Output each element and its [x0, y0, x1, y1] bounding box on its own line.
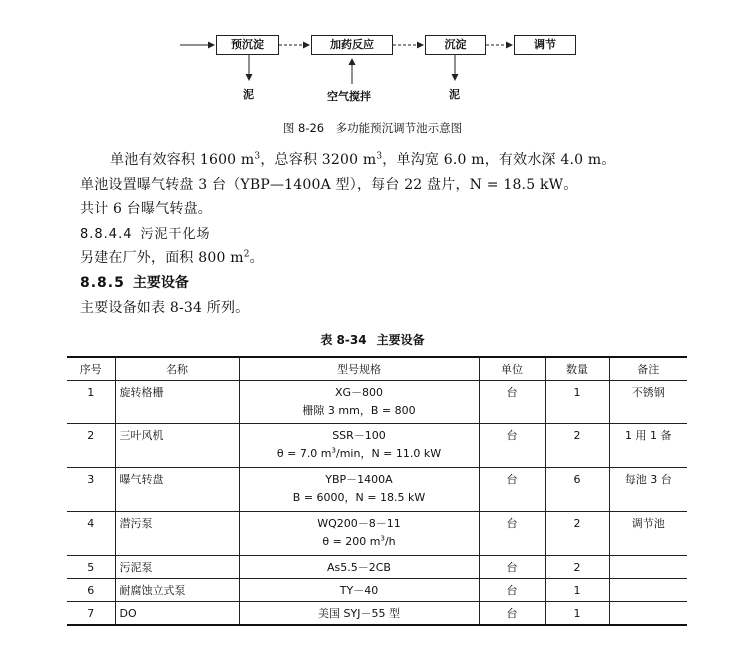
- spec-line-1: As5.5－2CB: [327, 561, 391, 574]
- cell-note: [609, 602, 687, 625]
- cell-qty: 2: [545, 556, 609, 579]
- cell-unit: 台: [479, 512, 545, 556]
- cell-name: 旋转格栅: [115, 381, 239, 424]
- cell-spec: [239, 381, 479, 424]
- paragraph-sludge-drying: 另建在厂外，面积 800 $m^2$。: [80, 249, 264, 266]
- cell-unit: 台: [479, 556, 545, 579]
- spec-line-1: YBP－1400A: [325, 473, 393, 486]
- section-heading-sludge-drying: 8.8.4.4 污泥干化场: [80, 227, 211, 242]
- cell-spec: [239, 556, 479, 579]
- section-heading-main-equipment: 8.8.5 主要设备: [80, 275, 189, 291]
- cell-note: 不锈钢: [609, 381, 687, 424]
- header-spec: 型号规格: [239, 357, 479, 381]
- cell-note: 调节池: [609, 512, 687, 556]
- cell-no: 5: [67, 556, 115, 579]
- table-row: [67, 512, 687, 556]
- cell-qty: 6: [545, 468, 609, 512]
- node-regulation: 调节: [514, 35, 576, 55]
- table-header-row: [67, 357, 687, 381]
- paragraph-aerators: 单池设置曝气转盘 3 台（YBP—1400A 型），每台 22 盘片，N = 18.5 kW。: [80, 177, 578, 193]
- cell-name: 污泥泵: [115, 556, 239, 579]
- node-chemical-reaction: 加药反应: [311, 35, 393, 55]
- table-title: 表 8-34 主要设备: [320, 333, 425, 347]
- cell-qty: 2: [545, 424, 609, 468]
- cell-spec: [239, 424, 479, 468]
- cell-no: 4: [67, 512, 115, 556]
- cell-no: 3: [67, 468, 115, 512]
- paragraph-table-reference: 主要设备如表 8-34 所列。: [80, 300, 250, 316]
- cell-spec: [239, 512, 479, 556]
- spec-line-1: SSR－100: [332, 429, 386, 442]
- sludge-label-2: 泥: [449, 88, 460, 101]
- cell-qty: 2: [545, 512, 609, 556]
- header-note: 备注: [609, 357, 687, 381]
- sludge-label-1: 泥: [243, 88, 254, 101]
- table-row: [67, 468, 687, 512]
- flow-diagram-lines: [0, 0, 745, 120]
- equipment-table: [67, 356, 687, 626]
- node-sedimentation: 沉淀: [425, 35, 486, 55]
- cell-unit: 台: [479, 602, 545, 625]
- cell-unit: 台: [479, 468, 545, 512]
- cell-name: 潜污泵: [115, 512, 239, 556]
- header-unit: 单位: [479, 357, 545, 381]
- cell-name: DO: [115, 602, 239, 625]
- cell-no: 1: [67, 381, 115, 424]
- paragraph-aerator-total: 共计 6 台曝气转盘。: [80, 201, 213, 217]
- cell-qty: 1: [545, 602, 609, 625]
- figure-caption: 图 8-26 多功能预沉调节池示意图: [282, 121, 463, 135]
- header-name: 名称: [115, 357, 239, 381]
- spec-line-2: θ = 7.0 $m^3/\min$，N = 11.0 kW: [276, 446, 442, 460]
- table-row: [67, 579, 687, 602]
- node-pre-sedimentation: 预沉淀: [216, 35, 279, 55]
- cell-spec: [239, 468, 479, 512]
- cell-spec: [239, 602, 479, 625]
- cell-no: 2: [67, 424, 115, 468]
- cell-name: 三叶风机: [115, 424, 239, 468]
- cell-spec: [239, 579, 479, 602]
- cell-name: 耐腐蚀立式泵: [115, 579, 239, 602]
- air-mixing-label: 空气搅拌: [327, 90, 371, 103]
- cell-unit: 台: [479, 381, 545, 424]
- cell-note: 1 用 1 备: [609, 424, 687, 468]
- cell-no: 6: [67, 579, 115, 602]
- table-row: [67, 424, 687, 468]
- spec-line-1: 美国 SYJ－55 型: [318, 607, 400, 620]
- header-no: 序号: [67, 357, 115, 381]
- cell-note: [609, 579, 687, 602]
- table-row: [67, 556, 687, 579]
- cell-unit: 台: [479, 579, 545, 602]
- table-row: [67, 381, 687, 424]
- cell-unit: 台: [479, 424, 545, 468]
- spec-line-2: B = 6000，N = 18.5 kW: [292, 491, 426, 504]
- spec-line-2: θ = 200 $m^3/h$: [322, 534, 396, 548]
- cell-no: 7: [67, 602, 115, 625]
- cell-note: 每池 3 台: [609, 468, 687, 512]
- spec-line-1: TY－40: [339, 584, 379, 597]
- cell-qty: 1: [545, 381, 609, 424]
- flow-diagram: [0, 0, 745, 140]
- header-qty: 数量: [545, 357, 609, 381]
- spec-line-1: WQ200－8－11: [317, 517, 401, 530]
- spec-line-2: 栅隙 3 mm，B = 800: [302, 404, 416, 417]
- cell-name: 曝气转盘: [115, 468, 239, 512]
- cell-qty: 1: [545, 579, 609, 602]
- paragraph-volume: 单池有效容积 1600 $m^3$，总容积 3200 $m^3$，单沟宽 6.0 m，有效水深 4.0 m。: [110, 151, 616, 168]
- cell-note: [609, 556, 687, 579]
- spec-line-1: XG－800: [334, 386, 384, 399]
- table-row: [67, 602, 687, 625]
